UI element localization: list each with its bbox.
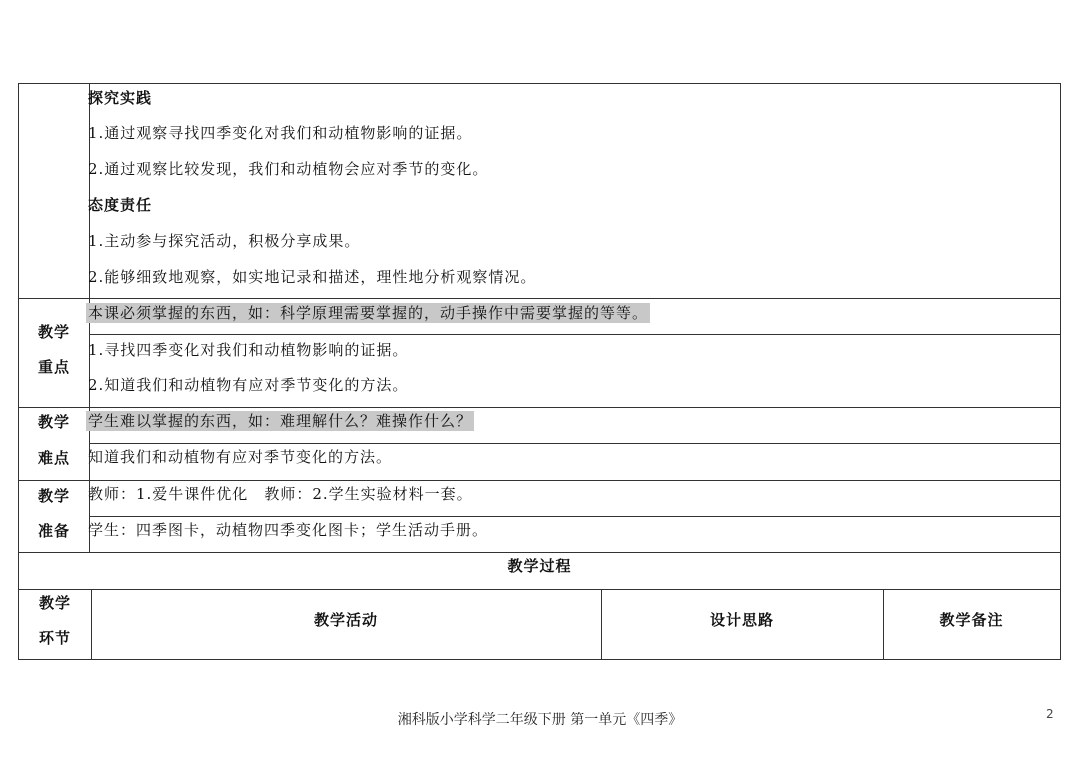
- divider: [19, 589, 1060, 590]
- inquiry-item-1: 1.通过观察寻找四季变化对我们和动植物影响的证据。: [88, 124, 473, 142]
- divider: [19, 407, 1060, 408]
- divider: [89, 334, 1060, 335]
- col-activity: 教学活动: [313, 611, 378, 629]
- divider: [19, 480, 1060, 481]
- difficulties-hint: 学生难以掌握的东西，如：难理解什么？难操作什么？: [88, 412, 473, 430]
- key-point-item-1: 1.寻找四季变化对我们和动植物影响的证据。: [88, 341, 409, 359]
- inquiry-item-2: 2.通过观察比较发现，我们和动植物会应对季节的变化。: [88, 160, 489, 178]
- lesson-plan-table: [18, 83, 1061, 660]
- preparation-label-1: 教学: [37, 487, 70, 505]
- col-stage-line1: 教学: [38, 594, 71, 612]
- attitude-heading: 态度责任: [88, 196, 153, 214]
- key-point-item-2: 2.知道我们和动植物有应对季节变化的方法。: [88, 376, 409, 394]
- difficulties-label-2: 难点: [37, 449, 70, 467]
- attitude-item-2: 2.能够细致地观察，如实地记录和描述，理性地分析观察情况。: [88, 268, 537, 286]
- inquiry-heading: 探究实践: [88, 89, 153, 107]
- col-stage-line2: 环节: [38, 629, 71, 647]
- key-points-label-2: 重点: [37, 358, 70, 376]
- preparation-teacher: 教师：1.爱牛课件优化 教师：2.学生实验材料一套。: [88, 485, 473, 503]
- difficulties-content: 知道我们和动植物有应对季节变化的方法。: [88, 448, 393, 466]
- page-number: 2: [1046, 707, 1054, 721]
- preparation-student: 学生：四季图卡，动植物四季变化图卡；学生活动手册。: [88, 521, 489, 539]
- page-footer: 湘科版小学科学二年级下册 第一单元《四季》: [397, 712, 683, 728]
- preparation-label-2: 准备: [37, 522, 70, 540]
- difficulties-label-1: 教学: [37, 413, 70, 431]
- divider: [19, 298, 1060, 299]
- divider: [89, 516, 1060, 517]
- divider: [19, 552, 1060, 553]
- col-design: 设计思路: [709, 611, 774, 629]
- attitude-item-1: 1.主动参与探究活动，积极分享成果。: [88, 232, 361, 250]
- key-points-hint: 本课必须掌握的东西，如：科学原理需要掌握的，动手操作中需要掌握的等等。: [88, 304, 649, 322]
- process-title: 教学过程: [507, 557, 572, 575]
- divider: [89, 443, 1060, 444]
- key-points-label-1: 教学: [37, 323, 70, 341]
- col-notes: 教学备注: [939, 611, 1004, 629]
